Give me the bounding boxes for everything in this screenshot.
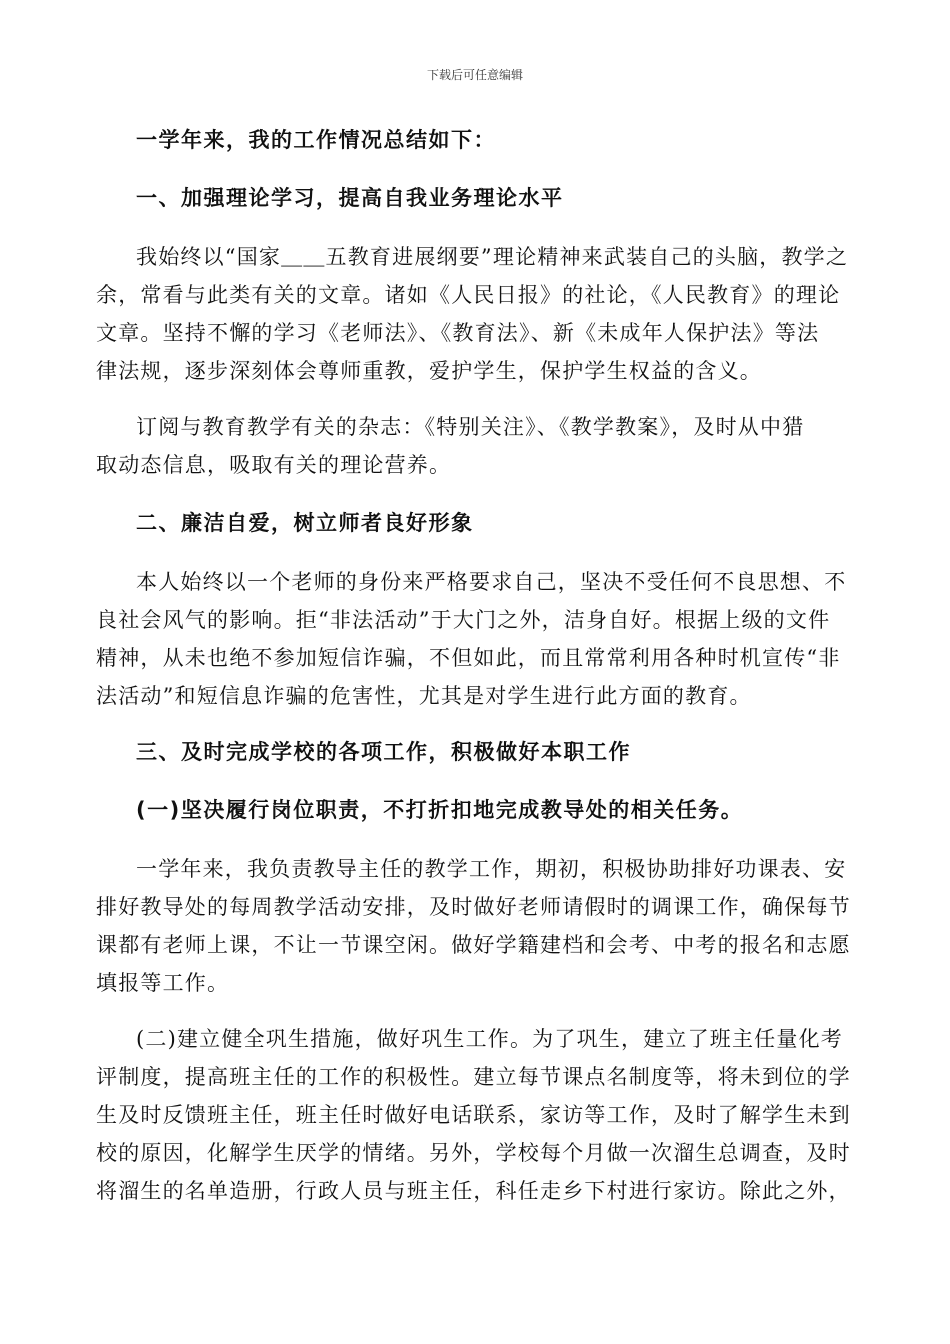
paragraph-line: 我始终以“国家＿＿五教育进展纲要”理论精神来武装自己的头脑，教学之: [136, 245, 849, 269]
section-1-heading: 一、加强理论学习，提高自我业务理论水平: [136, 186, 564, 210]
paragraph-line: 排好教导处的每周教学活动安排，及时做好老师请假时的调课工作，确保每节: [96, 895, 851, 919]
paragraph-line: 本人始终以一个老师的身份来严格要求自己，坚决不受任何不良思想、不: [136, 570, 847, 594]
section-3-heading: 三、及时完成学校的各项工作，积极做好本职工作: [136, 740, 631, 764]
paragraph-line: 律法规，逐步深刻体会尊师重教，爱护学生，保护学生权益的含义。: [96, 359, 762, 383]
paragraph-line: 精神，从未也绝不参加短信诈骗，不但如此，而且常常利用各种时机宣传“非: [96, 646, 841, 670]
paragraph-line: 生及时反馈班主任，班主任时做好电话联系，家访等工作，及时了解学生未到: [96, 1103, 851, 1127]
paragraph-line: 将溜生的名单造册，行政人员与班主任，科任走乡下村进行家访。除此之外，: [96, 1179, 851, 1203]
paragraph-line: 填报等工作。: [96, 971, 230, 995]
intro-heading: 一学年来，我的工作情况总结如下：: [136, 128, 496, 152]
paragraph-line: 余，常看与此类有关的文章。诸如《人民日报》的社论，《人民教育》的理论: [96, 283, 841, 307]
subsection-1-heading: (一)坚决履行岗位职责，不打折扣地完成教导处的相关任务。: [136, 798, 744, 822]
section-2-heading: 二、廉洁自爱，树立师者良好形象: [136, 511, 474, 535]
paragraph-line: 评制度，提高班主任的工作的积极性。建立每节课点名制度等，将未到位的学: [96, 1065, 851, 1089]
paragraph-line: 良社会风气的影响。拒“非法活动”于大门之外，洁身自好。根据上级的文件: [96, 608, 831, 632]
page-header: 下载后可任意编辑: [426, 68, 523, 82]
paragraph-line: 校的原因，化解学生厌学的情绪。另外，学校每个月做一次溜生总调查，及时: [96, 1141, 851, 1165]
paragraph-line: 文章。坚持不懈的学习《老师法》、《教育法》、新《未成年人保护法》等法: [96, 321, 820, 345]
paragraph-line: 课都有老师上课，不让一节课空闲。做好学籍建档和会考、中考的报名和志愿: [96, 933, 851, 957]
paragraph-line: 法活动”和短信息诈骗的危害性，尤其是对学生进行此方面的教育。: [96, 684, 752, 708]
paragraph-line: 订阅与教育教学有关的杂志：《特别关注》、《教学教案》，及时从中猎: [136, 415, 805, 439]
paragraph-line: 一学年来，我负责教导主任的教学工作，期初，积极协助排好功课表、安: [136, 857, 847, 881]
paragraph-line: (二)建立健全巩生措施，做好巩生工作。为了巩生，建立了班主任量化考: [136, 1027, 843, 1051]
paragraph-line: 取动态信息，吸取有关的理论营养。: [96, 453, 452, 477]
